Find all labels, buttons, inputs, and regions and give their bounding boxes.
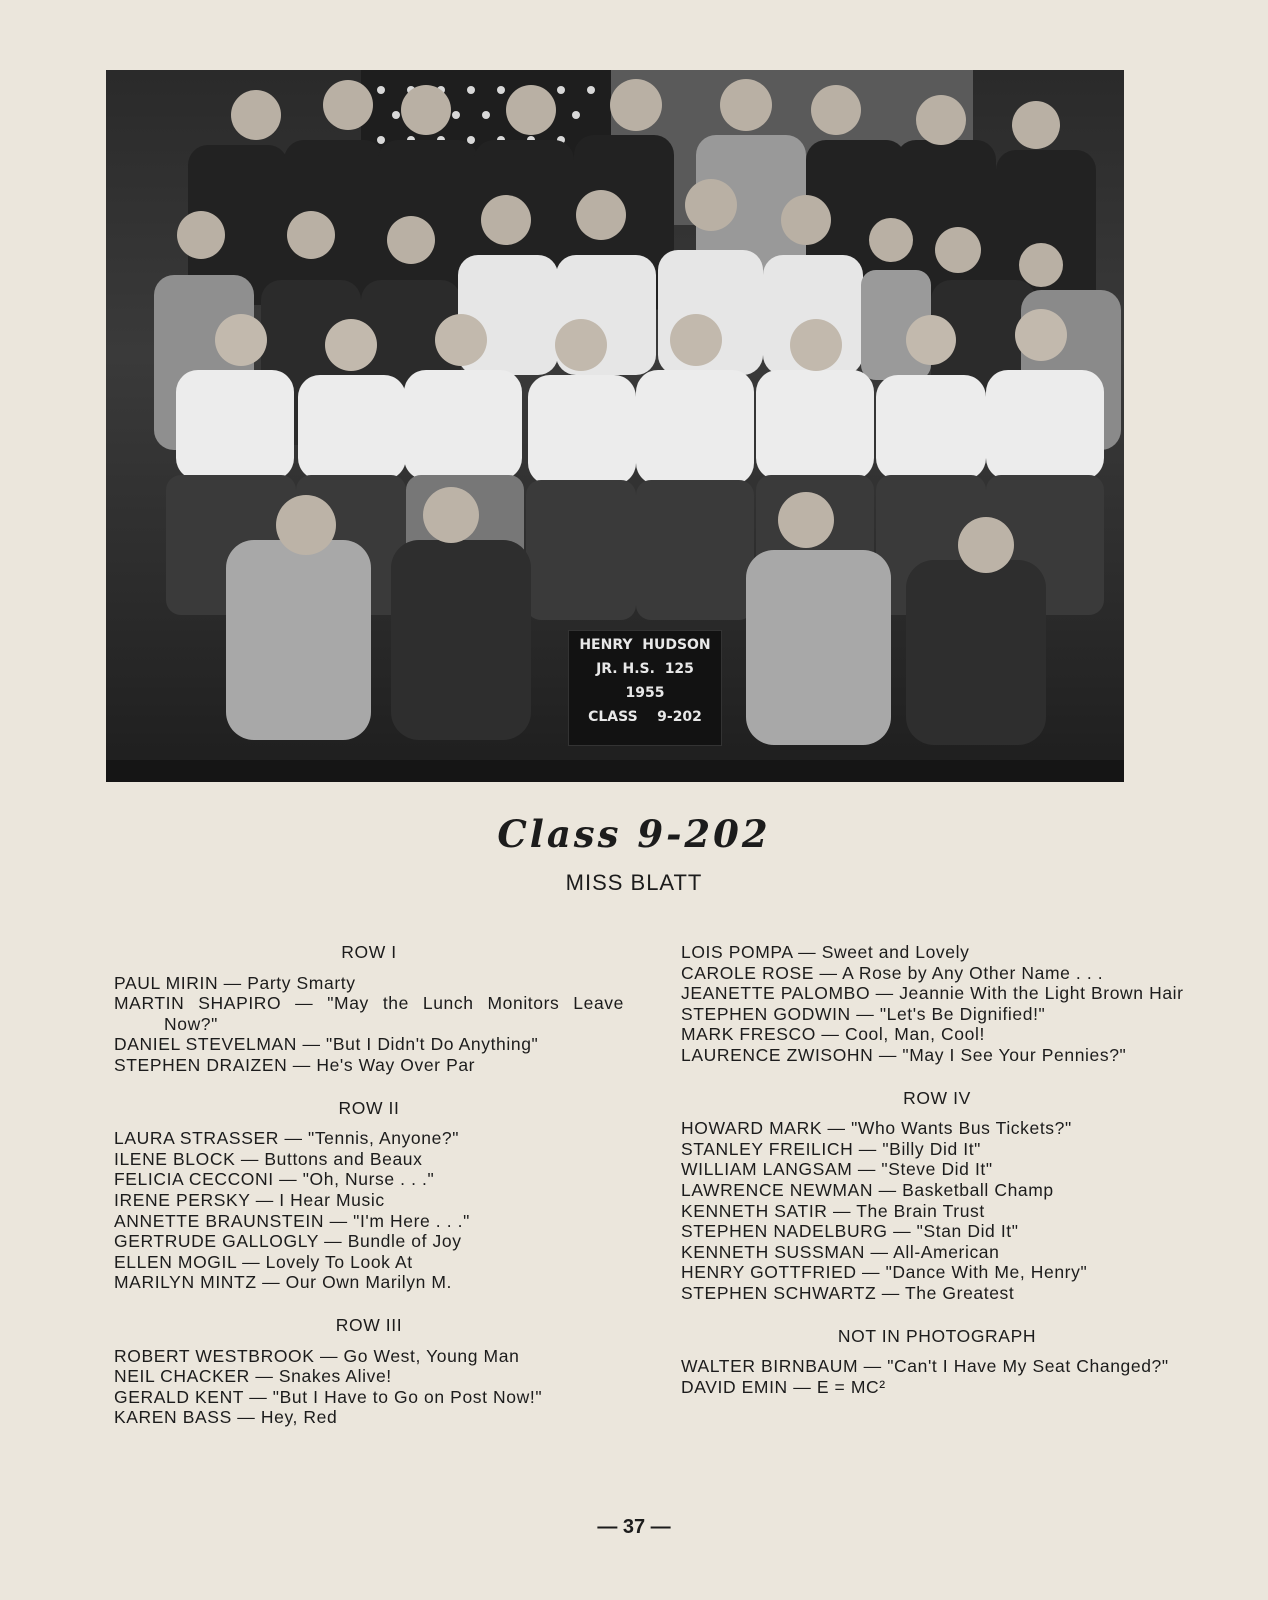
row-heading: ROW III (335, 1314, 403, 1335)
row-heading: ROW I (341, 942, 397, 962)
row-heading: ROW II (338, 1097, 400, 1118)
list-item: HOWARD MARK — "Who Wants Bus Tickets?" (681, 1118, 1072, 1139)
row-heading: ROW IV (903, 1087, 971, 1108)
list-item: LAURENCE ZWISOHN — "May I See Your Pennies?" (681, 1044, 1127, 1065)
list-item: HENRY GOTTFRIED — "Dance With Me, Henry" (681, 1262, 1088, 1283)
sign-line-3: 1955 (625, 685, 665, 701)
list-item: LAURA STRASSER — "Tennis, Anyone?" (114, 1128, 460, 1149)
right-column (681, 942, 1193, 1397)
list-item: FELICIA CECCONI — "Oh, Nurse . . ." (114, 1169, 435, 1190)
list-item: MARK FRESCO — Cool, Man, Cool! (681, 1024, 985, 1045)
list-item: STEPHEN DRAIZEN — He's Way Over Par (114, 1054, 476, 1075)
row-heading: NOT IN PHOTOGRAPH (837, 1325, 1037, 1346)
list-item: GERALD KENT — "But I Have to Go on Post Now!" (114, 1386, 543, 1407)
list-item: WILLIAM LANGSAM — "Steve Did It" (681, 1159, 993, 1180)
list-item: WALTER BIRNBAUM — "Can't I Have My Seat Changed?" (681, 1356, 1169, 1377)
list-item: JEANETTE PALOMBO — Jeannie With the Light Brown Hair (681, 983, 1184, 1004)
list-item: ELLEN MOGIL — Lovely To Look At (114, 1251, 413, 1272)
list-item: MARILYN MINTZ — Our Own Marilyn M. (114, 1272, 453, 1293)
list-item: KAREN BASS — Hey, Red (114, 1407, 338, 1428)
left-column (114, 942, 624, 1428)
teacher-name: MISS BLATT (565, 870, 703, 895)
list-item: CAROLE ROSE — A Rose by Any Other Name . . . (681, 962, 1104, 983)
list-item: ILENE BLOCK — Buttons and Beaux (114, 1148, 423, 1169)
list-item: STEPHEN NADELBURG — "Stan Did It" (681, 1221, 1019, 1242)
list-item: KENNETH SATIR — The Brain Trust (681, 1200, 985, 1221)
list-item: STANLEY FREILICH — "Billy Did It" (681, 1138, 981, 1159)
list-item: LOIS POMPA — Sweet and Lovely (681, 942, 970, 962)
list-item: MARTIN SHAPIRO — "May the Lunch Monitors Leave Now?" (114, 993, 624, 1034)
sign-line-4: CLASS 9-202 (588, 709, 702, 725)
list-item: GERTRUDE GALLOGLY — Bundle of Joy (114, 1231, 462, 1252)
list-item: STEPHEN GODWIN — "Let's Be Dignified!" (681, 1003, 1046, 1024)
sign-line-2: JR. H.S. 125 (596, 661, 694, 677)
page-number: — 37 — (597, 1516, 671, 1538)
class-photograph (106, 70, 1124, 782)
class-sign (568, 630, 722, 746)
list-item: NEIL CHACKER — Snakes Alive! (114, 1366, 392, 1387)
list-item: STEPHEN SCHWARTZ — The Greatest (681, 1282, 1015, 1303)
list-item: DAVID EMIN — E = MC² (681, 1376, 886, 1397)
list-item: LAWRENCE NEWMAN — Basketball Champ (681, 1179, 1054, 1200)
list-item: DANIEL STEVELMAN — "But I Didn't Do Anything" (114, 1034, 539, 1055)
page-title: Class 9-202 (497, 812, 771, 856)
list-item: ANNETTE BRAUNSTEIN — "I'm Here . . ." (114, 1210, 470, 1231)
list-item: ROBERT WESTBROOK — Go West, Young Man (114, 1345, 520, 1366)
list-item: KENNETH SUSSMAN — All-American (681, 1241, 1000, 1262)
list-item: PAUL MIRIN — Party Smarty (114, 972, 356, 993)
list-item: IRENE PERSKY — I Hear Music (114, 1189, 385, 1210)
sign-line-1: HENRY HUDSON (579, 637, 711, 653)
